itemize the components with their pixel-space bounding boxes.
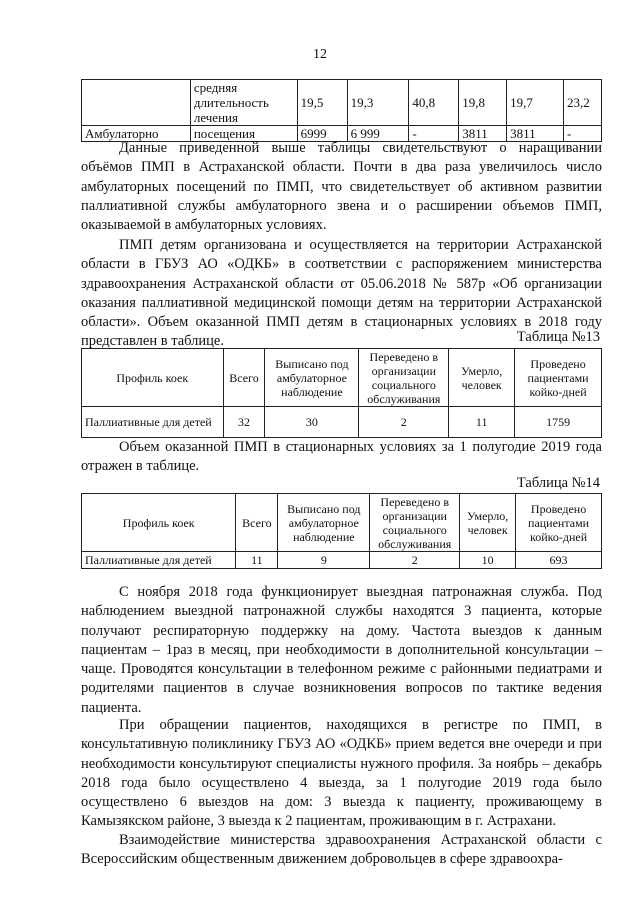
table-cell: 6 999 bbox=[347, 126, 409, 142]
table-cell: средняя длительность лечения bbox=[190, 80, 297, 126]
table-cell: 23,2 bbox=[563, 80, 601, 126]
table-14-caption: Таблица №14 bbox=[516, 475, 600, 491]
table-cell: 9 bbox=[278, 552, 370, 569]
table-cell: 19,8 bbox=[459, 80, 507, 126]
table-13-caption: Таблица №13 bbox=[516, 329, 600, 345]
table-cell: 40,8 bbox=[409, 80, 459, 126]
table-cell: Паллиативные для детей bbox=[82, 407, 224, 438]
column-header: Проведено пациентами койко-дней bbox=[515, 349, 602, 407]
table-cell: 11 bbox=[236, 552, 278, 569]
column-header: Переведено в организации социального обслуживания bbox=[359, 349, 449, 407]
column-header: Профиль коек bbox=[82, 494, 236, 552]
table-cell: 3811 bbox=[459, 126, 507, 142]
table-cell: 19,5 bbox=[297, 80, 347, 126]
table-cell: 19,7 bbox=[507, 80, 564, 126]
table-cell: 3811 bbox=[507, 126, 564, 142]
paragraph-5: При обращении пациентов, находящихся в регистре по ПМП, в консультативную поликлинику ГБУЗ АО «ОДКБ» прием ведется вне очереди и при необходимости консультируют специалисты нужного профиля. За ноябрь – декабрь 2018 года было осуществлено 4 выезда, за 1 полугодие 2019 года было осуществлено 6 выездов на дом: 3 выезда к пациенту, проживающему в Камызякском районе, 3 выезда к 2 пациентам, проживающим в г. Астрахани. bbox=[81, 717, 602, 830]
table-cell: 32 bbox=[223, 407, 265, 438]
table-cell: 30 bbox=[265, 407, 359, 438]
table-header-row bbox=[82, 494, 602, 552]
paragraph-1: Данные приведенной выше таблицы свидетельствуют о наращивании объёмов ПМП в Астраханской области. Почти в два раза увеличилось число амбулаторных посещений по ПМП, что свидетельствует об активном развитии паллиативной службы амбулаторного звена и о расширении объемов ПМП, оказываемой в амбулаторных условиях. bbox=[81, 140, 602, 234]
table-cell: 6999 bbox=[297, 126, 347, 142]
table-row bbox=[82, 552, 602, 569]
table-cell: 11 bbox=[449, 407, 515, 438]
table-cell: 2 bbox=[370, 552, 460, 569]
table-row bbox=[82, 80, 602, 126]
table-cell: посещения bbox=[190, 126, 297, 142]
table-cell: Амбулаторно bbox=[82, 126, 191, 142]
column-header: Проведено пациентами койко-дней bbox=[516, 494, 602, 552]
table-cell: - bbox=[409, 126, 459, 142]
stats-table-continued bbox=[81, 79, 602, 142]
column-header: Умерло, человек bbox=[460, 494, 516, 552]
page-number: 12 bbox=[313, 47, 327, 62]
table-cell: 2 bbox=[359, 407, 449, 438]
paragraph-2: ПМП детям организована и осуществляется на территории Астраханской области в ГБУЗ АО «ОДКБ» в соответствии с распоряжением министерства здравоохранения Астраханской области от 05.06.2018 № 587р «Об организации оказания паллиативной медицинской помощи детям на территории Астраханской области». Объем оказанной ПМП детям в стационарных условиях в 2018 году представлен в таблице. bbox=[81, 237, 602, 350]
table-cell bbox=[82, 80, 191, 126]
paragraph-4: С ноября 2018 года функционирует выездная патронажная служба. Под наблюдением выездной патронажной службы находятся 3 пациента, которые получают респираторную поддержку на дому. Частота выездов к данным пациентам – 1раз в месяц, при необходимости в дополнительной консультации – чаще. Проводятся консультации в телефонном режиме с районными педиатрами и родителями пациентов в случае возникновения вопросов по тактике ведения пациента. bbox=[81, 584, 602, 716]
column-header: Профиль коек bbox=[82, 349, 224, 407]
table-cell: - bbox=[563, 126, 601, 142]
table-14 bbox=[81, 493, 602, 569]
table-cell: 10 bbox=[460, 552, 516, 569]
table-13 bbox=[81, 348, 602, 438]
column-header: Всего bbox=[223, 349, 265, 407]
table-row bbox=[82, 407, 602, 438]
column-header: Выписано под амбулаторное наблюдение bbox=[278, 494, 370, 552]
table-cell: 19,3 bbox=[347, 80, 409, 126]
column-header: Умерло, человек bbox=[449, 349, 515, 407]
table-cell: 1759 bbox=[515, 407, 602, 438]
table-cell: Паллиативные для детей bbox=[82, 552, 236, 569]
column-header: Всего bbox=[236, 494, 278, 552]
column-header: Выписано под амбулаторное наблюдение bbox=[265, 349, 359, 407]
table-header-row bbox=[82, 349, 602, 407]
paragraph-6: Взаимодействие министерства здравоохранения Астраханской области с Всероссийским общественным движением добровольцев в сфере здравоохра- bbox=[81, 832, 602, 868]
column-header: Переведено в организации социального обслуживания bbox=[370, 494, 460, 552]
paragraph-3: Объем оказанной ПМП в стационарных условиях за 1 полугодие 2019 года отражен в таблице. bbox=[81, 439, 602, 475]
table-cell: 693 bbox=[516, 552, 602, 569]
